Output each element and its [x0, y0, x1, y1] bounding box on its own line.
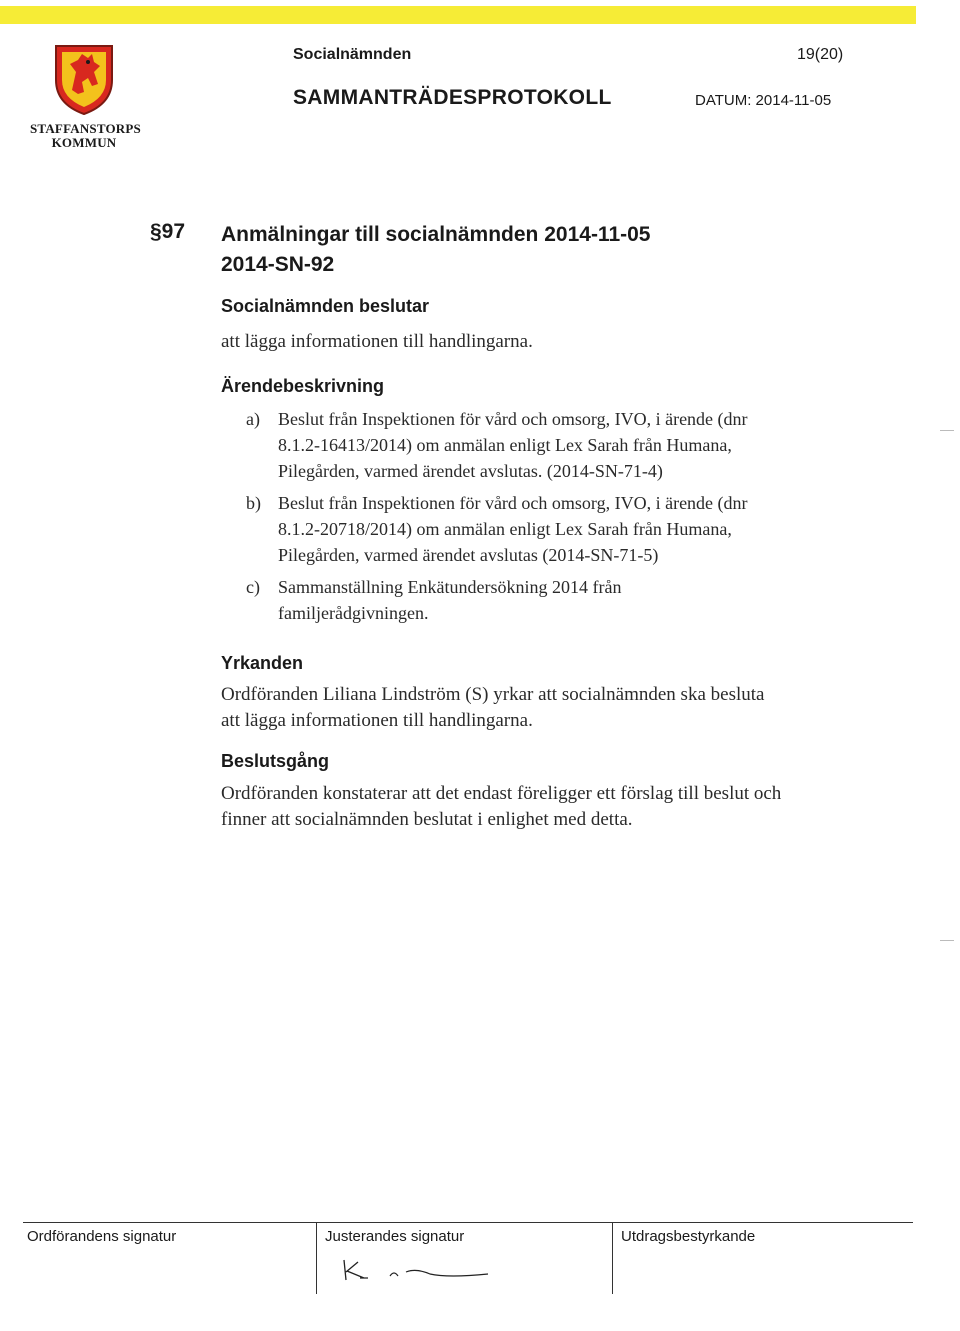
- list-item: [246, 406, 846, 484]
- list-item-line: 8.1.2-16413/2014) om anmälan enligt Lex Sarah från Humana,: [278, 435, 732, 455]
- signature-divider: [23, 1222, 913, 1223]
- header-color-bar: [0, 6, 916, 24]
- handwritten-signature: [338, 1256, 498, 1286]
- description-heading: Ärendebeskrivning: [221, 376, 385, 396]
- list-item-marker: b): [246, 493, 261, 513]
- coat-of-arms-icon: [52, 42, 116, 116]
- motion-line: att lägga informationen till handlingarna.: [221, 710, 533, 731]
- section-case-number: 2014-SN-92: [221, 253, 335, 276]
- section-title-line-1: Anmälningar till socialnämnden 2014-11-05: [221, 223, 651, 246]
- list-item: [246, 490, 846, 568]
- signature-divider: [612, 1222, 613, 1294]
- adjuster-signature-label: Justerandes signatur: [325, 1228, 465, 1245]
- procedure-heading: Beslutsgång: [221, 751, 330, 771]
- list-item-line: Beslut från Inspektionen för vård och omsorg, IVO, i ärende (dnr: [278, 493, 748, 513]
- list-item-line: Sammanställning Enkätundersökning 2014 från: [278, 577, 622, 597]
- list-item-marker: c): [246, 577, 260, 597]
- chair-signature-label: Ordförandens signatur: [27, 1228, 177, 1245]
- signature-divider: [316, 1222, 317, 1294]
- list-item-line: 8.1.2-20718/2014) om anmälan enligt Lex Sarah från Humana,: [278, 519, 732, 539]
- procedure-line: Ordföranden konstaterar att det endast föreligger ett förslag till beslut och: [221, 783, 782, 804]
- document-title: SAMMANTRÄDESPROTOKOLL: [293, 86, 612, 109]
- document-date: DATUM: 2014-11-05: [695, 92, 832, 109]
- list-item-marker: a): [246, 409, 260, 429]
- department-name: Socialnämnden: [293, 46, 412, 63]
- logo-line-2: KOMMUN: [51, 135, 117, 150]
- procedure-text: [221, 781, 861, 833]
- list-item-line: familjerådgivningen.: [278, 603, 429, 623]
- decision-heading: Socialnämnden beslutar: [221, 296, 430, 316]
- extract-certification-label: Utdragsbestyrkande: [621, 1228, 756, 1245]
- municipality-logo: [30, 42, 141, 150]
- list-item-line: Pilegården, varmed ärendet avslutas. (2014-SN-71-4): [278, 461, 663, 481]
- motion-heading: Yrkanden: [221, 653, 304, 673]
- motion-line: Ordföranden Liliana Lindström (S) yrkar att socialnämnden ska besluta: [221, 684, 765, 705]
- motion-text: [221, 682, 861, 734]
- list-item: [246, 574, 846, 626]
- section-title: [221, 220, 651, 280]
- margin-mark: [940, 430, 954, 431]
- page-number: 19(20): [797, 46, 844, 63]
- section-number: §97: [150, 220, 186, 243]
- list-item-line: Beslut från Inspektionen för vård och omsorg, IVO, i ärende (dnr: [278, 409, 748, 429]
- list-item-line: Pilegården, varmed ärendet avslutas (2014-SN-71-5): [278, 545, 659, 565]
- procedure-line: finner att socialnämnden beslutat i enlighet med detta.: [221, 809, 633, 830]
- logo-line-1: STAFFANSTORPS: [30, 121, 141, 136]
- margin-mark: [940, 940, 954, 941]
- decision-text: att lägga informationen till handlingarna.: [221, 331, 533, 352]
